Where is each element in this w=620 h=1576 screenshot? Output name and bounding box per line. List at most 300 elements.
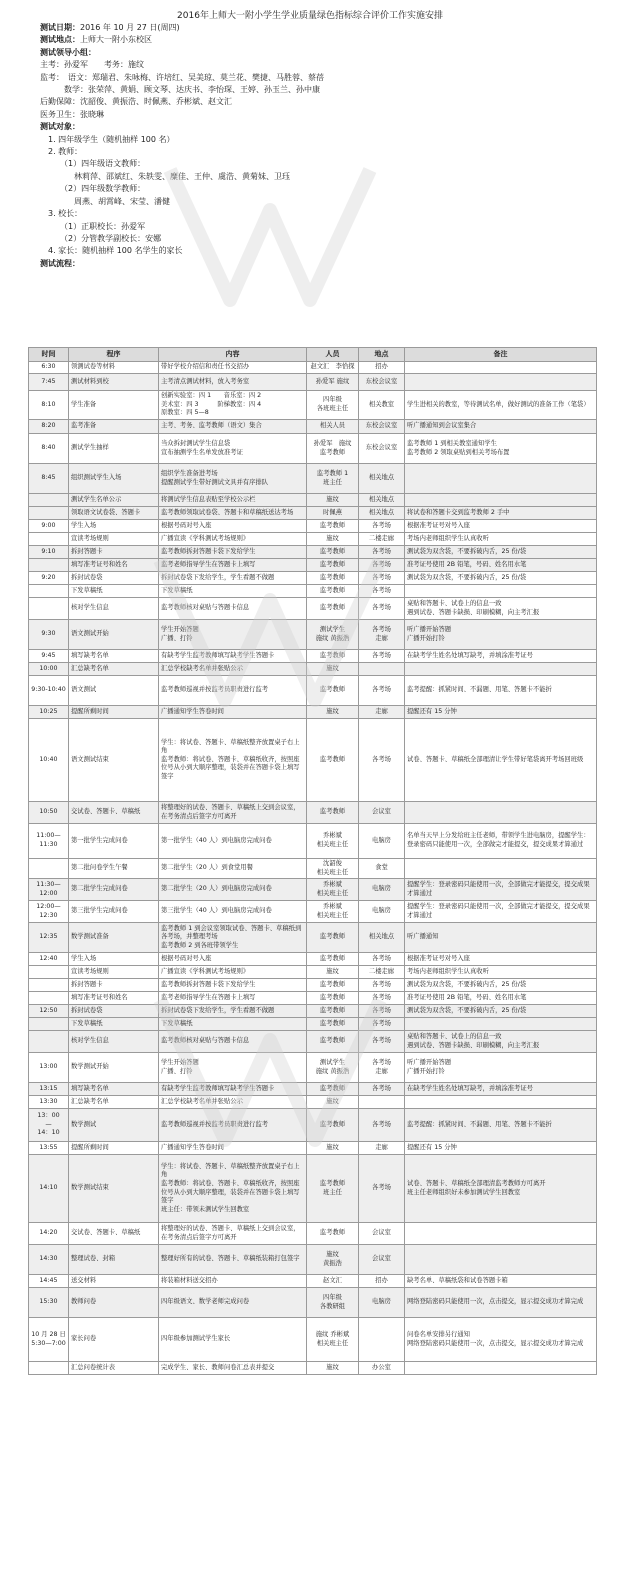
cell-person: 施纹 xyxy=(307,706,359,719)
cell-time: 13:55 xyxy=(29,1142,69,1155)
cell-procedure: 数学测试准备 xyxy=(69,923,159,953)
table-row xyxy=(29,520,597,533)
cell-person: 监考教师 xyxy=(307,546,359,559)
info-line xyxy=(40,208,620,220)
document xyxy=(0,0,620,270)
cell-time: 9:00 xyxy=(29,520,69,533)
cell-procedure: 第一批学生完成问卷 xyxy=(69,824,159,859)
cell-procedure: 汇总缺考名单 xyxy=(69,1096,159,1109)
cell-person: 施纹 xyxy=(307,1362,359,1375)
cell-note: 提醒学生：登录密码只能使用一次，全部做完才能提交，提交成果才算通过 xyxy=(405,901,597,923)
cell-procedure: 拆封答题卡 xyxy=(69,546,159,559)
table-row xyxy=(29,966,597,979)
cell-procedure: 交试卷、答题卡、草稿纸 xyxy=(69,802,159,824)
cell-time xyxy=(29,533,69,546)
cell-place xyxy=(359,663,405,676)
cell-place: 食堂 xyxy=(359,859,405,879)
cell-time: 12:00—12:30 xyxy=(29,901,69,923)
cell-place: 东校会议室 xyxy=(359,434,405,464)
cell-note xyxy=(405,494,597,507)
info-line xyxy=(40,183,620,195)
cell-note xyxy=(405,1223,597,1245)
table-row xyxy=(29,824,597,859)
cell-place: 东校会议室 xyxy=(359,374,405,391)
cell-note: 测试袋为双含袋，不要拆破内舌，25 份/袋 xyxy=(405,1005,597,1018)
cell-place: 各考场 xyxy=(359,650,405,663)
col-header-note: 备注 xyxy=(405,348,597,362)
cell-note xyxy=(405,663,597,676)
cell-person: 监考教师 xyxy=(307,1031,359,1053)
cell-time: 14:45 xyxy=(29,1275,69,1288)
cell-time: 9:45 xyxy=(29,650,69,663)
table-row xyxy=(29,719,597,802)
cell-note xyxy=(405,859,597,879)
cell-content: 主考、考务、监考教师（语文）集合 xyxy=(159,420,307,434)
cell-person: 监考教师 xyxy=(307,585,359,598)
table-row xyxy=(29,559,597,572)
table-row xyxy=(29,802,597,824)
cell-place: 相关教室 xyxy=(359,391,405,420)
cell-content: 根据号码对号入座 xyxy=(159,953,307,966)
cell-place: 各考场 xyxy=(359,559,405,572)
table-row xyxy=(29,859,597,879)
cell-person: 监考教师 xyxy=(307,598,359,620)
cell-procedure: 整理试卷、封箱 xyxy=(69,1245,159,1275)
cell-person: 四年级 各教研组 xyxy=(307,1288,359,1318)
col-header-content: 内容 xyxy=(159,348,307,362)
cell-time: 10:00 xyxy=(29,663,69,676)
info-text: 周燕、胡霄峰、宋莹、潘健 xyxy=(74,196,170,206)
cell-place: 各考场 xyxy=(359,953,405,966)
cell-time: 9:30 xyxy=(29,620,69,650)
cell-procedure: 语文测试 xyxy=(69,676,159,706)
info-text: （2）分管教学副校长：安娜 xyxy=(60,233,162,243)
cell-procedure: 教师问卷 xyxy=(69,1288,159,1318)
cell-note: 测试袋为双含袋，不要拆破内舌，25 份/袋 xyxy=(405,979,597,992)
cell-procedure: 数学测试 xyxy=(69,1109,159,1142)
cell-person: 施纹 xyxy=(307,663,359,676)
cell-procedure: 拆封试卷袋 xyxy=(69,572,159,585)
cell-place: 相关地点 xyxy=(359,494,405,507)
cell-time xyxy=(29,507,69,520)
cell-note: 试卷、答题卡、草稿纸全部理清监考教师方可离开 班主任老师组织好未参加测试学生回教室 xyxy=(405,1155,597,1223)
cell-content: 完成学生、家长、教师问卷汇总表并提交 xyxy=(159,1362,307,1375)
cell-procedure: 领取语文试卷袋、答题卡 xyxy=(69,507,159,520)
cell-person: 监考教师 xyxy=(307,572,359,585)
col-header-place: 地点 xyxy=(359,348,405,362)
cell-procedure: 第三批学生完成问卷 xyxy=(69,901,159,923)
cell-person: 时佩燕 xyxy=(307,507,359,520)
cell-place: 相关地点 xyxy=(359,464,405,494)
table-row xyxy=(29,533,597,546)
cell-time: 13:15 xyxy=(29,1083,69,1096)
cell-note: 测试袋为双含袋，不要拆破内舌，25 份/袋 xyxy=(405,546,597,559)
cell-procedure: 宣读考场规则 xyxy=(69,966,159,979)
table-row xyxy=(29,1362,597,1375)
cell-content: 下发草稿纸 xyxy=(159,585,307,598)
cell-content: 四年级语文、数学老师完成问卷 xyxy=(159,1288,307,1318)
cell-content: 学生开始答题 广播、打铃 xyxy=(159,1053,307,1083)
cell-note: 根据准考证号对号入座 xyxy=(405,520,597,533)
cell-place: 各考场 xyxy=(359,1031,405,1053)
cell-note: 缺考名单、草稿纸袋和试卷答题卡箱 xyxy=(405,1275,597,1288)
cell-place: 各考场 xyxy=(359,676,405,706)
cell-procedure: 语文测试开始 xyxy=(69,620,159,650)
cell-person: 施纹 黄振浩 xyxy=(307,1245,359,1275)
cell-content: 第二批学生（20 人）到食堂用餐 xyxy=(159,859,307,879)
table-row xyxy=(29,434,597,464)
cell-content: 组织学生准备进考场 提醒测试学生带好测试文具并有序排队 xyxy=(159,464,307,494)
info-line xyxy=(40,34,620,46)
cell-place: 各考场 xyxy=(359,598,405,620)
cell-procedure: 数学测试开始 xyxy=(69,1053,159,1083)
info-label: 测试日期： xyxy=(40,23,80,32)
info-line xyxy=(40,171,620,183)
cell-place: 招办 xyxy=(359,1275,405,1288)
cell-note xyxy=(405,1245,597,1275)
cell-content: 广播通知学生答卷时间 xyxy=(159,706,307,719)
cell-place: 二楼走廊 xyxy=(359,533,405,546)
cell-place: 各考场 走廊 xyxy=(359,620,405,650)
cell-time: 6:30 xyxy=(29,362,69,374)
info-text: （1）四年级语文教师： xyxy=(60,159,146,169)
cell-person: 沈韶俊 相关班主任 xyxy=(307,859,359,879)
cell-note: 监考提醒：抓紧时间、不漏题、用笔、答题卡不能折 xyxy=(405,1109,597,1142)
cell-time xyxy=(29,585,69,598)
table-row xyxy=(29,572,597,585)
info-text: 1. 四年级学生（随机抽样 100 名） xyxy=(48,134,175,144)
info-label: 测试对象： xyxy=(40,122,80,132)
cell-place: 电脑房 xyxy=(359,824,405,859)
info-text: 医务卫生：张晓琳 xyxy=(40,109,104,119)
cell-time: 11:30—12:00 xyxy=(29,879,69,901)
cell-time: 10:50 xyxy=(29,802,69,824)
cell-time: 12:40 xyxy=(29,953,69,966)
cell-content: 根据号码对号入座 xyxy=(159,520,307,533)
cell-procedure: 提醒所剩时间 xyxy=(69,706,159,719)
cell-time xyxy=(29,979,69,992)
cell-procedure: 拆封答题卡 xyxy=(69,979,159,992)
cell-note: 考场内老师组织学生认真收听 xyxy=(405,533,597,546)
info-line xyxy=(40,109,620,121)
cell-place: 各考场 xyxy=(359,1109,405,1142)
cell-note: 准考证号使用 2B 铅笔，号码、姓名用水笔 xyxy=(405,559,597,572)
cell-time: 14:20 xyxy=(29,1223,69,1245)
table-header-row xyxy=(29,348,597,362)
cell-note: 网络登陆密码只能使用一次，点击提交，显示提交成功才算完成 xyxy=(405,1288,597,1318)
cell-time xyxy=(29,966,69,979)
table-row xyxy=(29,1109,597,1142)
table-row xyxy=(29,879,597,901)
cell-time xyxy=(29,559,69,572)
table-row xyxy=(29,1083,597,1096)
cell-place: 各考场 xyxy=(359,979,405,992)
cell-person: 监考教师 xyxy=(307,1018,359,1031)
cell-place xyxy=(359,1096,405,1109)
cell-time: 13：00 — 14：10 xyxy=(29,1109,69,1142)
document-title: 2016年上师大一附小学生学业质量绿色指标综合评价工作实施安排 xyxy=(177,11,443,21)
info-text: 3. 校长： xyxy=(48,209,83,219)
info-line xyxy=(40,146,620,158)
cell-time: 8:45 xyxy=(29,464,69,494)
cell-procedure: 测试学生名单公示 xyxy=(69,494,159,507)
cell-procedure: 下发草稿纸 xyxy=(69,1018,159,1031)
cell-content: 主考清点测试材料，放入考务室 xyxy=(159,374,307,391)
table-row xyxy=(29,676,597,706)
cell-content: 广播通知学生答卷时间 xyxy=(159,1142,307,1155)
info-text: 监考： 语文：郑瑞君、朱咏梅、许培红、吴美琼、莫兰花、樊捷、马胜蓉、蔡蓓 xyxy=(40,72,324,82)
col-header-person: 人员 xyxy=(307,348,359,362)
cell-content: 将整理好的试卷、答题卡、草稿纸上交到会议室，在考务清点后签字方可离开 xyxy=(159,802,307,824)
cell-note: 监考教师 1 到相关教室通知学生 监考教师 2 领取桌贴到相关考场布置 xyxy=(405,434,597,464)
cell-time: 12:35 xyxy=(29,923,69,953)
cell-person: 监考教师 1 班主任 xyxy=(307,464,359,494)
cell-person: 乔彬斌 相关班主任 xyxy=(307,879,359,901)
cell-place: 会议室 xyxy=(359,1245,405,1275)
table-row xyxy=(29,620,597,650)
cell-place: 各考场 xyxy=(359,992,405,1005)
cell-time xyxy=(29,859,69,879)
cell-content: 汇总学校缺考名单并张贴公示 xyxy=(159,1096,307,1109)
cell-place: 各考场 xyxy=(359,1005,405,1018)
cell-content: 汇总学校缺考名单并张贴公示 xyxy=(159,663,307,676)
cell-content: 监考教师拆封答题卡袋下发给学生 xyxy=(159,979,307,992)
cell-note: 桌贴和答题卡、试卷上的信息一致 遇到试卷、答题卡缺损、印刷模糊，向主考汇报 xyxy=(405,598,597,620)
cell-place: 各考场 走廊 xyxy=(359,1053,405,1083)
cell-procedure: 填写准考证号和姓名 xyxy=(69,559,159,572)
cell-time: 9:20 xyxy=(29,572,69,585)
cell-person: 监考教师 xyxy=(307,923,359,953)
info-line xyxy=(40,47,620,59)
info-label: 测试流程： xyxy=(40,258,80,268)
table-row xyxy=(29,1288,597,1318)
table-row xyxy=(29,1018,597,1031)
cell-procedure: 语文测试结束 xyxy=(69,719,159,802)
cell-time: 15:30 xyxy=(29,1288,69,1318)
cell-person: 施纹 xyxy=(307,494,359,507)
table-row xyxy=(29,362,597,374)
cell-content: 拆封试卷袋下发给学生，学生看题不做题 xyxy=(159,572,307,585)
cell-person: 监考教师 xyxy=(307,1109,359,1142)
table-row xyxy=(29,494,597,507)
cell-person: 四年级 各班班主任 xyxy=(307,391,359,420)
cell-procedure: 填写缺考名单 xyxy=(69,650,159,663)
table-row xyxy=(29,1275,597,1288)
cell-person: 赵文汇 李恰探 xyxy=(307,362,359,374)
cell-note: 听广播通知到会议室集合 xyxy=(405,420,597,434)
cell-content: 有缺考学生监考教师填写缺考学生答题卡 xyxy=(159,1083,307,1096)
cell-place: 会议室 xyxy=(359,1223,405,1245)
cell-procedure: 送交材料 xyxy=(69,1275,159,1288)
table-row xyxy=(29,391,597,420)
cell-place: 走廊 xyxy=(359,1142,405,1155)
table-row xyxy=(29,1245,597,1275)
cell-procedure: 领测试卷等材料 xyxy=(69,362,159,374)
cell-person: 监考教师 xyxy=(307,1223,359,1245)
cell-place: 相关地点 xyxy=(359,507,405,520)
cell-note: 问卷名单安排另行通知 网络登陆密码只能使用一次，点击提交，显示提交成功才算完成 xyxy=(405,1318,597,1362)
cell-time xyxy=(29,1031,69,1053)
cell-person: 监考教师 xyxy=(307,719,359,802)
info-text: 林莉萍、邵斌红、朱轶雯、糜佳、王仲、虞浩、黄菊妹、卫珏 xyxy=(74,171,290,181)
cell-person: 乔彬斌 相关班主任 xyxy=(307,901,359,923)
cell-content: 监考教师领取试卷袋、答题卡和草稿纸送达考场 xyxy=(159,507,307,520)
info-line xyxy=(40,221,620,233)
cell-time xyxy=(29,494,69,507)
cell-content: 将整理好的试卷、答题卡、草稿纸上交到会议室，在考务清点后签字方可离开 xyxy=(159,1223,307,1245)
info-text: （1）正职校长：孙爱军 xyxy=(60,221,146,231)
cell-place: 各考场 xyxy=(359,572,405,585)
table-row xyxy=(29,650,597,663)
cell-place: 相关地点 xyxy=(359,923,405,953)
cell-time: 13:30 xyxy=(29,1096,69,1109)
cell-time: 8:20 xyxy=(29,420,69,434)
cell-content: 监考教师核对桌贴与答题卡信息 xyxy=(159,598,307,620)
table-row xyxy=(29,992,597,1005)
cell-content: 第二批学生（20 人）到电脑房完成问卷 xyxy=(159,879,307,901)
cell-place: 各考场 xyxy=(359,1155,405,1223)
cell-content: 整理好所有的试卷、答题卡、草稿纸装箱打包签字 xyxy=(159,1245,307,1275)
cell-procedure: 学生入场 xyxy=(69,520,159,533)
cell-person: 监考教师 xyxy=(307,979,359,992)
cell-procedure: 测试材料到校 xyxy=(69,374,159,391)
table-row xyxy=(29,598,597,620)
cell-place: 各考场 xyxy=(359,719,405,802)
table-row xyxy=(29,546,597,559)
cell-person: 施纹 xyxy=(307,1142,359,1155)
info-section xyxy=(0,22,620,270)
info-line xyxy=(40,22,620,34)
cell-note: 提醒还有 15 分钟 xyxy=(405,706,597,719)
info-label: 测试地点： xyxy=(40,35,80,45)
table-row xyxy=(29,1096,597,1109)
cell-place: 招办 xyxy=(359,362,405,374)
cell-procedure: 填写准考证号和姓名 xyxy=(69,992,159,1005)
table-row xyxy=(29,923,597,953)
cell-note: 监考提醒：抓紧时间、不漏题、用笔、答题卡不能折 xyxy=(405,676,597,706)
info-text: 2. 教师： xyxy=(48,147,83,157)
cell-note xyxy=(405,374,597,391)
cell-person: 孙爱军 施纹 监考教师 xyxy=(307,434,359,464)
cell-place: 二楼走廊 xyxy=(359,966,405,979)
table-row xyxy=(29,464,597,494)
cell-person: 监考教师 xyxy=(307,1083,359,1096)
table-row xyxy=(29,979,597,992)
cell-person: 监考教师 xyxy=(307,520,359,533)
cell-note: 听广播通知 xyxy=(405,923,597,953)
cell-person: 监考教师 xyxy=(307,802,359,824)
cell-person: 赵文汇 xyxy=(307,1275,359,1288)
cell-content: 第三批学生（40 人）到电脑房完成问卷 xyxy=(159,901,307,923)
cell-time: 8:40 xyxy=(29,434,69,464)
cell-note: 将试卷和答题卡交到监考教师 2 手中 xyxy=(405,507,597,520)
info-line xyxy=(40,134,620,146)
info-line xyxy=(40,84,620,96)
cell-procedure: 交试卷、答题卡、草稿纸 xyxy=(69,1223,159,1245)
cell-place: 各考场 xyxy=(359,1083,405,1096)
cell-procedure: 核对学生信息 xyxy=(69,598,159,620)
cell-person: 施纹 xyxy=(307,533,359,546)
cell-time: 14:10 xyxy=(29,1155,69,1223)
cell-content: 四年级参加测试学生家长 xyxy=(159,1318,307,1362)
cell-note: 学生进相关的教室，等待测试名单，做好测试的准备工作（笔袋） xyxy=(405,391,597,420)
cell-procedure: 填写缺考名单 xyxy=(69,1083,159,1096)
table-row xyxy=(29,1053,597,1083)
cell-content: 监考老师指导学生在答题卡上填写 xyxy=(159,992,307,1005)
info-text: （2）四年级数学教师： xyxy=(60,184,146,194)
cell-time: 14:30 xyxy=(29,1245,69,1275)
table-row xyxy=(29,953,597,966)
cell-note: 考场内老师组织学生认真收听 xyxy=(405,966,597,979)
cell-content: 监考教师核对桌贴与答题卡信息 xyxy=(159,1031,307,1053)
info-text: 数学：张荣萍、黄娟、顾文琴、达庆书、李怡琛、王婷、孙玉兰、孙中康 xyxy=(40,85,320,95)
cell-time: 8:10 xyxy=(29,391,69,420)
table-row xyxy=(29,1155,597,1223)
info-text: 2016 年 10 月 27 日(周四) xyxy=(80,23,180,32)
cell-content: 学生：将试卷、答题卡、草稿纸整齐放置桌子右上角 监考教师：将试卷、答题卡、草稿纸收齐，按照座位号从小到大顺序整理，装袋并在答题卡袋上填写签字 xyxy=(159,719,307,802)
cell-place: 电脑房 xyxy=(359,1288,405,1318)
cell-time: 7:45 xyxy=(29,374,69,391)
cell-note xyxy=(405,802,597,824)
cell-person: 施纹 乔彬斌 相关班主任 xyxy=(307,1318,359,1362)
cell-person: 监考教师 xyxy=(307,953,359,966)
table-row xyxy=(29,1005,597,1018)
cell-time: 9:10 xyxy=(29,546,69,559)
cell-procedure: 测试学生抽样 xyxy=(69,434,159,464)
cell-content: 将测试学生信息表贴至学校公示栏 xyxy=(159,494,307,507)
info-line xyxy=(40,258,620,270)
cell-place: 会议室 xyxy=(359,802,405,824)
cell-note xyxy=(405,362,597,374)
cell-time xyxy=(29,1018,69,1031)
cell-place: 各考场 xyxy=(359,1018,405,1031)
cell-time: 10 月 28 日 5:30—7:00 xyxy=(29,1318,69,1362)
cell-place: 各考场 xyxy=(359,546,405,559)
cell-person: 相关人员 xyxy=(307,420,359,434)
cell-person: 监考教师 xyxy=(307,650,359,663)
cell-content: 有缺考学生监考教师填写缺考学生答题卡 xyxy=(159,650,307,663)
cell-time xyxy=(29,1362,69,1375)
cell-procedure: 汇总问卷统计表 xyxy=(69,1362,159,1375)
table-row xyxy=(29,1142,597,1155)
table-row xyxy=(29,706,597,719)
info-text: 上师大一附小东校区 xyxy=(80,35,152,45)
col-header-time: 时间 xyxy=(29,348,69,362)
cell-note: 试卷、答题卡、草稿纸全部理清让学生带好笔袋离开考场回班级 xyxy=(405,719,597,802)
info-line xyxy=(40,72,620,84)
cell-content: 广播宣读《学科测试考场规则》 xyxy=(159,966,307,979)
cell-content: 监考教师巡视并按监考员职责进行监考 xyxy=(159,1109,307,1142)
table-row xyxy=(29,374,597,391)
cell-note xyxy=(405,1362,597,1375)
cell-place: 电脑房 xyxy=(359,901,405,923)
info-line xyxy=(40,196,620,208)
cell-procedure: 学生入场 xyxy=(69,953,159,966)
cell-content: 创新实验室：四 1 音乐室：四 2 美术室：四 3 阶梯教室：四 4 原教室：四 5—8 xyxy=(159,391,307,420)
table-row xyxy=(29,901,597,923)
info-line xyxy=(40,158,620,170)
info-text: 4. 家长：随机抽样 100 名学生的家长 xyxy=(48,246,183,256)
cell-note xyxy=(405,1018,597,1031)
cell-procedure: 下发草稿纸 xyxy=(69,585,159,598)
table-row xyxy=(29,420,597,434)
table-row xyxy=(29,1223,597,1245)
cell-procedure: 学生准备 xyxy=(69,391,159,420)
cell-content: 监考老师指导学生在答题卡上填写 xyxy=(159,559,307,572)
cell-procedure: 第二批问卷学生午餐 xyxy=(69,859,159,879)
cell-procedure: 监考准备 xyxy=(69,420,159,434)
cell-procedure: 家长问卷 xyxy=(69,1318,159,1362)
